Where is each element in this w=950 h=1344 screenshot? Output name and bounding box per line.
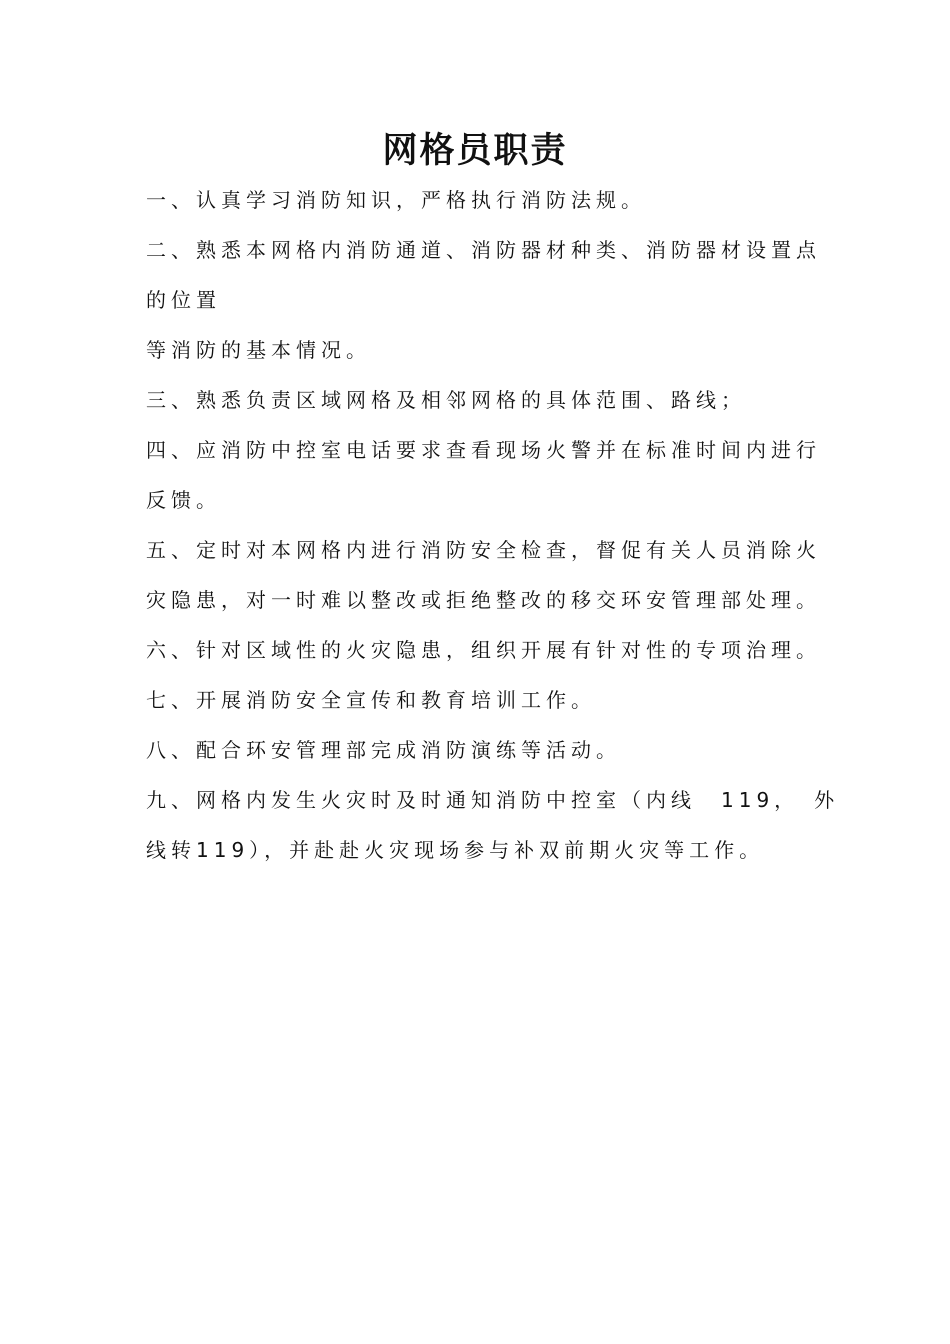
duty-line-2: 二、熟悉本网格内消防通道、消防器材种类、消防器材设置点	[146, 238, 821, 262]
duty-line-1: 一、认真学习消防知识，严格执行消防法规。	[146, 188, 646, 212]
duty-line-9-cont: 线转119），并赴赴火灾现场参与补双前期火灾等工作。	[146, 838, 765, 862]
duty-line-3: 三、熟悉负责区域网格及相邻网格的具体范围、路线；	[146, 388, 746, 412]
duty-line-7: 七、开展消防安全宣传和教育培训工作。	[146, 688, 596, 712]
duty-line-4-cont: 反馈。	[146, 488, 221, 512]
duty-line-5: 五、定时对本网格内进行消防安全检查，督促有关人员消除火	[146, 538, 821, 562]
duty-line-6: 六、针对区域性的火灾隐患，组织开展有针对性的专项治理。	[146, 638, 821, 662]
duty-line-8: 八、配合环安管理部完成消防演练等活动。	[146, 738, 621, 762]
duty-line-5-cont: 灾隐患，对一时难以整改或拒绝整改的移交环安管理部处理。	[146, 588, 821, 612]
duty-line-2-cont: 的位置	[146, 288, 221, 312]
duty-line-2-cont-2: 等消防的基本情况。	[146, 338, 371, 362]
duty-line-4: 四、应消防中控室电话要求查看现场火警并在标准时间内进行	[146, 438, 821, 462]
duty-line-9: 九、网格内发生火灾时及时通知消防中控室（内线 119， 外	[146, 788, 840, 812]
document-title: 网格员职责	[382, 130, 568, 171]
